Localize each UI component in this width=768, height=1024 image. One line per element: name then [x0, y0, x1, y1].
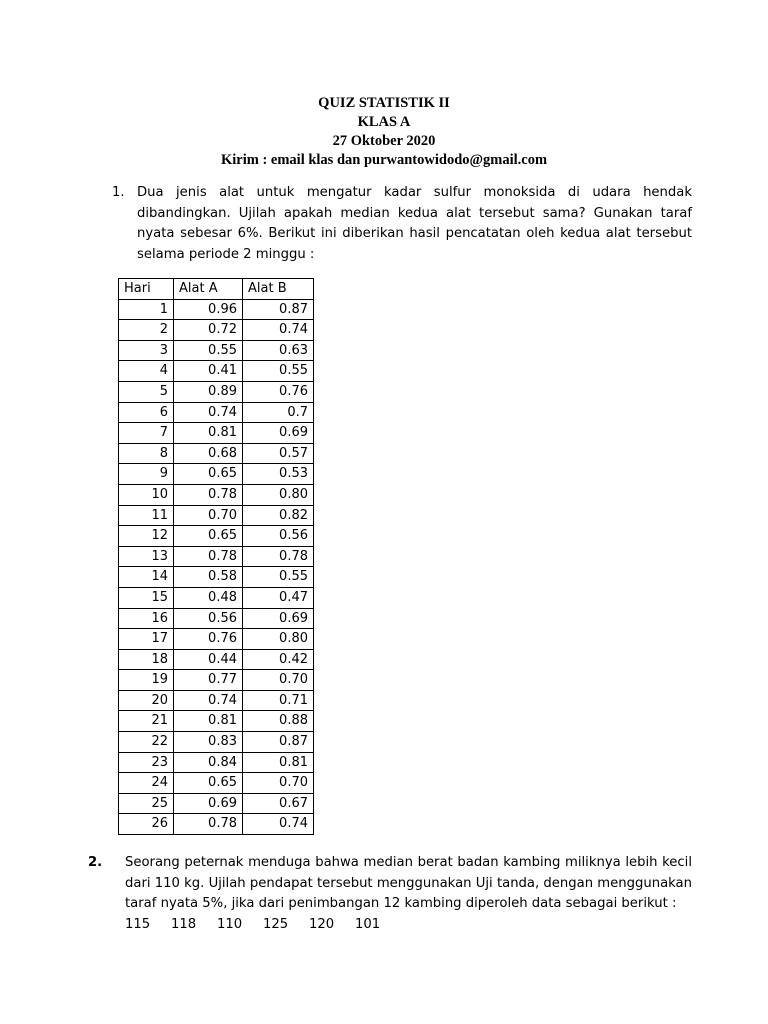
cell-hari: 21	[119, 711, 174, 732]
weight-value: 110	[217, 916, 243, 932]
table-row	[119, 484, 314, 505]
cell-hari: 12	[119, 526, 174, 547]
cell-hari: 7	[119, 423, 174, 444]
cell-alat-b: 0.57	[243, 443, 314, 464]
table-row	[119, 402, 314, 423]
cell-alat-b: 0.87	[243, 299, 314, 320]
cell-alat-a: 0.58	[174, 567, 243, 588]
table-row	[119, 340, 314, 361]
cell-hari: 17	[119, 629, 174, 650]
cell-alat-a: 0.65	[174, 526, 243, 547]
cell-hari: 20	[119, 690, 174, 711]
cell-alat-a: 0.56	[174, 608, 243, 629]
cell-alat-a: 0.96	[174, 299, 243, 320]
column-header-hari: Hari	[119, 279, 174, 300]
table-row	[119, 423, 314, 444]
cell-alat-b: 0.78	[243, 546, 314, 567]
cell-hari: 22	[119, 732, 174, 753]
cell-alat-a: 0.41	[174, 361, 243, 382]
table-row	[119, 505, 314, 526]
cell-alat-a: 0.44	[174, 649, 243, 670]
cell-hari: 8	[119, 443, 174, 464]
table-row	[119, 690, 314, 711]
cell-alat-b: 0.55	[243, 361, 314, 382]
cell-alat-b: 0.88	[243, 711, 314, 732]
cell-hari: 10	[119, 484, 174, 505]
cell-alat-b: 0.42	[243, 649, 314, 670]
weight-value: 115	[125, 916, 151, 932]
table-body	[119, 299, 314, 834]
question-2	[88, 853, 692, 935]
table-header-row	[119, 279, 314, 300]
cell-alat-b: 0.47	[243, 587, 314, 608]
cell-alat-b: 0.69	[243, 423, 314, 444]
cell-alat-b: 0.69	[243, 608, 314, 629]
cell-alat-a: 0.78	[174, 546, 243, 567]
cell-alat-a: 0.65	[174, 773, 243, 794]
table-row	[119, 649, 314, 670]
cell-hari: 6	[119, 402, 174, 423]
cell-alat-b: 0.53	[243, 464, 314, 485]
table-row	[119, 443, 314, 464]
cell-hari: 26	[119, 814, 174, 835]
cell-hari: 9	[119, 464, 174, 485]
table-row	[119, 567, 314, 588]
table-row	[119, 670, 314, 691]
class-label: KLAS A	[357, 114, 411, 130]
cell-alat-b: 0.55	[243, 567, 314, 588]
cell-alat-a: 0.76	[174, 629, 243, 650]
cell-alat-b: 0.82	[243, 505, 314, 526]
submission-info: Kirim : email klas dan purwantowidodo@gmail.com	[220, 152, 548, 168]
table-row	[119, 629, 314, 650]
question-1-text: Dua jenis alat untuk mengatur kadar sulfur monoksida di udara hendak dibandingkan. Ujilah apakah median kedua alat tersebut sama? Gunakan taraf nyata sebesar 6%. Berikut ini diberikan hasil pencatatan oleh kedua alat tersebut selama periode 2 minggu :	[137, 185, 692, 262]
cell-alat-a: 0.69	[174, 793, 243, 814]
cell-alat-a: 0.78	[174, 484, 243, 505]
cell-alat-b: 0.81	[243, 752, 314, 773]
cell-alat-a: 0.55	[174, 340, 243, 361]
question-1	[112, 183, 692, 265]
cell-alat-b: 0.80	[243, 629, 314, 650]
cell-alat-a: 0.48	[174, 587, 243, 608]
cell-alat-b: 0.7	[243, 402, 314, 423]
cell-alat-b: 0.56	[243, 526, 314, 547]
cell-alat-a: 0.77	[174, 670, 243, 691]
cell-alat-b: 0.70	[243, 773, 314, 794]
table-row	[119, 464, 314, 485]
question-2-number: 2.	[88, 855, 103, 870]
weight-value: 125	[263, 916, 289, 932]
cell-hari: 18	[119, 649, 174, 670]
cell-hari: 1	[119, 299, 174, 320]
cell-alat-a: 0.89	[174, 381, 243, 402]
column-header-alat-a: Alat A	[174, 279, 243, 300]
table-row	[119, 381, 314, 402]
cell-alat-a: 0.70	[174, 505, 243, 526]
cell-hari: 4	[119, 361, 174, 382]
cell-alat-b: 0.70	[243, 670, 314, 691]
cell-hari: 19	[119, 670, 174, 691]
column-header-alat-b: Alat B	[243, 279, 314, 300]
cell-hari: 2	[119, 320, 174, 341]
table-row	[119, 546, 314, 567]
cell-alat-a: 0.84	[174, 752, 243, 773]
question-2-text: Seorang peternak menduga bahwa median berat badan kambing miliknya lebih kecil dari 110 kg. Ujilah pendapat tersebut menggunakan Uji tanda, dengan menggunakan taraf nyata 5%, jika dari penimbangan 12 kambing diperoleh data sebagai berikut :	[125, 855, 692, 911]
table-row	[119, 526, 314, 547]
cell-hari: 5	[119, 381, 174, 402]
cell-alat-a: 0.81	[174, 423, 243, 444]
cell-hari: 14	[119, 567, 174, 588]
table-row	[119, 752, 314, 773]
cell-alat-b: 0.67	[243, 793, 314, 814]
cell-alat-a: 0.74	[174, 402, 243, 423]
quiz-header	[0, 94, 768, 170]
table-row	[119, 732, 314, 753]
cell-alat-b: 0.80	[243, 484, 314, 505]
cell-hari: 11	[119, 505, 174, 526]
table-row	[119, 361, 314, 382]
table-row	[119, 773, 314, 794]
cell-hari: 24	[119, 773, 174, 794]
question-1-number: 1.	[112, 185, 125, 200]
table-row	[119, 320, 314, 341]
cell-hari: 23	[119, 752, 174, 773]
table-row	[119, 608, 314, 629]
data-table	[118, 278, 314, 835]
cell-hari: 13	[119, 546, 174, 567]
cell-alat-a: 0.74	[174, 690, 243, 711]
cell-alat-b: 0.76	[243, 381, 314, 402]
cell-hari: 25	[119, 793, 174, 814]
cell-alat-a: 0.68	[174, 443, 243, 464]
cell-alat-a: 0.83	[174, 732, 243, 753]
cell-hari: 16	[119, 608, 174, 629]
table-row	[119, 793, 314, 814]
weight-value: 120	[309, 916, 335, 932]
cell-alat-b: 0.63	[243, 340, 314, 361]
weight-values	[125, 915, 692, 936]
table-row	[119, 587, 314, 608]
cell-alat-a: 0.81	[174, 711, 243, 732]
cell-alat-b: 0.87	[243, 732, 314, 753]
weight-value: 118	[171, 916, 197, 932]
cell-alat-a: 0.65	[174, 464, 243, 485]
table-row	[119, 711, 314, 732]
weight-value: 101	[355, 916, 381, 932]
table-row	[119, 814, 314, 835]
table-row	[119, 299, 314, 320]
quiz-title: QUIZ STATISTIK II	[318, 95, 450, 111]
cell-alat-b: 0.71	[243, 690, 314, 711]
cell-alat-a: 0.78	[174, 814, 243, 835]
cell-alat-a: 0.72	[174, 320, 243, 341]
cell-alat-b: 0.74	[243, 320, 314, 341]
cell-hari: 15	[119, 587, 174, 608]
cell-alat-b: 0.74	[243, 814, 314, 835]
cell-hari: 3	[119, 340, 174, 361]
quiz-date: 27 Oktober 2020	[332, 133, 436, 149]
